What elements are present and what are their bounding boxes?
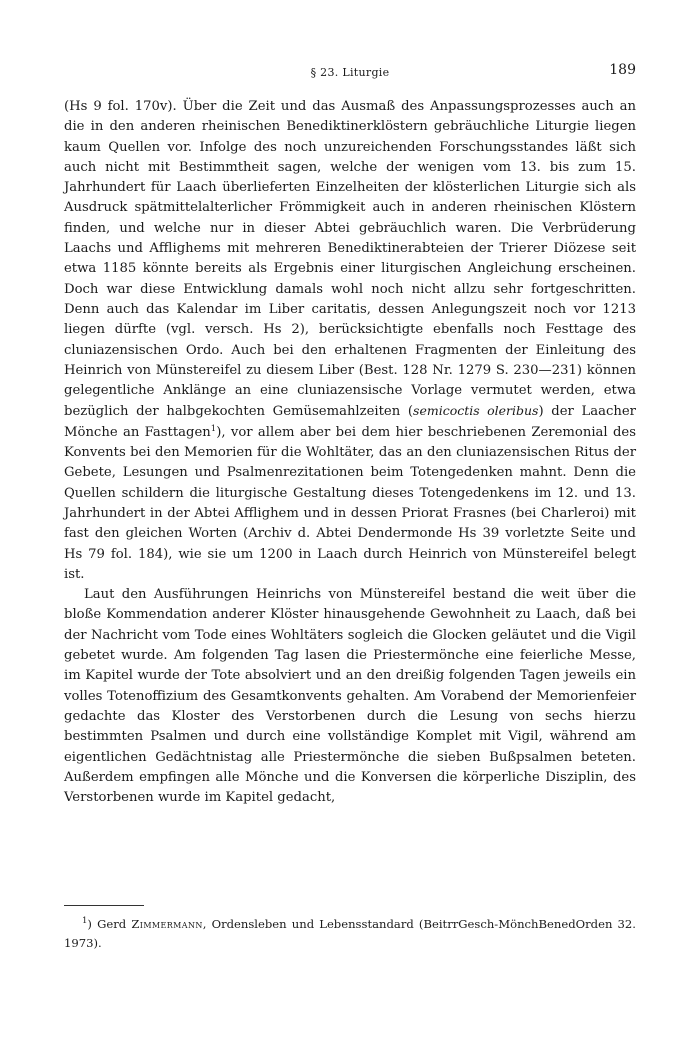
footnote-marker: 1	[82, 916, 88, 926]
footnote-author-first: Gerd	[97, 917, 127, 931]
paragraph-1	[64, 97, 636, 585]
body-text	[64, 97, 636, 808]
footnote-reference[interactable]: 1	[210, 423, 217, 434]
running-title: § 23. Liturgie	[310, 66, 390, 79]
paragraph-2: Laut den Ausführungen Heinrichs von Münstereifel bestand die weit über die bloße Kommendation anderer Klöster hinausgehende Gewohnheit zu Laach, daß bei der Nachricht vom Tode eines Wohltäters sogleich die Glocken geläutet und die Vigil gebetet wurde. Am folgenden Tag lasen die Priestermönche eine feierliche Messe, im Kapitel wurde der Tote absolviert und an den dreißig folgenden Tagen jeweils ein volles Totenoffizium des Gesamtkonvents gehalten. Am Vorabend der Memorienfeier gedachte das Kloster des Verstorbenen durch die Lesung von sechs hierzu bestimmten Psalmen und durch eine vollständige Komplet mit Vigil, während am eigentlichen Gedächtnistag alle Priestermönche die sieben Bußpsalmen beteten. Außerdem empfingen alle Mönche und die Konversen die körperliche Disziplin, des Verstorbenen wurde im Kapitel gedacht,	[64, 587, 636, 806]
page-header	[64, 62, 636, 86]
footnote-divider	[64, 905, 144, 906]
page-number: 189	[609, 62, 636, 78]
footnote-indent	[64, 917, 82, 931]
footnote-author-last: Zimmermann	[131, 917, 203, 931]
footnote-text: , Ordensleben und Lebensstandard (BeitrrGesch-MönchBenedOrden 32. 1973).	[64, 917, 636, 950]
latin-phrase: semicoctis oleribus	[413, 403, 539, 419]
paragraph-1-text-b: ) der Laacher Mönche an Fasttagen	[64, 404, 636, 440]
paragraph-1-text-a: (Hs 9 fol. 170v). Über die Zeit und das Ausmaß des Anpassungsprozesses auch an die in den anderen rheinischen Benediktinerklöstern gebräuchliche Liturgie liegen kaum Quellen vor. Infolge des noch unzureichenden Forschungsstandes läßt sich auch nicht mit Bestimmtheit sagen, welche der wenigen vom 13. bis zum 15. Jahrhundert für Laach überlieferten Einzelheiten der klösterlichen Liturgie sich als Ausdruck spätmittelalterlicher Frömmigkeit auch in anderen rheinischen Klöstern finden, und welche nur in dieser Abtei gebräuchlich waren. Die Verbrüderung Laachs und Afflighems mit mehreren Benediktinerabteien der Trierer Diözese seit etwa 1185 könnte bereits als Ergebnis einer liturgischen Angleichung erscheinen. Doch war diese Entwicklung damals wohl noch nicht allzu sehr fortgeschritten. Denn auch das Kalendar im Liber caritatis, dessen Anlegungszeit noch vor 1213 liegen dürfte (vgl. versch. Hs 2), berücksichtigte ebenfalls noch Festtage des cluniazensischen Ordo. Auch bei den erhaltenen Fragmenten der Einleitung des Heinrich von Münstereifel zu diesem Liber (Best. 128 Nr. 1279 S. 230—231) können gelegentliche Anklänge an eine cluniazensische Vorlage vermutet werden, etwa bezüglich der halbgekochten Gemüsemahlzeiten (	[64, 99, 636, 420]
footnote: $^1$) Gerd Zimmermann, Ordensleben und Lebensstandard (BeitrrGesch-MönchBenedOrden 32. 1973).	[64, 916, 636, 950]
paragraph-1-text-c: ), vor allem aber bei dem hier beschriebenen Zeremonial des Konvents bei den Memorien für die Wohltäter, das an den cluniazensischen Ritus der Gebete, Lesungen und Psalmenrezitationen beim Totengedenken mahnt. Denn die Quellen schildern die liturgische Gestaltung dieses Totengedenkens im 12. und 13. Jahrhundert in der Abtei Afflighem und in dessen Priorat Frasnes (bei Charleroi) mit fast den gleichen Worten (Archiv d. Abtei Dendermonde Hs 39 vorletzte Seite und Hs 79 fol. 184), wie sie um 1200 in Laach durch Heinrich von Münstereifel belegt ist.	[64, 424, 636, 582]
